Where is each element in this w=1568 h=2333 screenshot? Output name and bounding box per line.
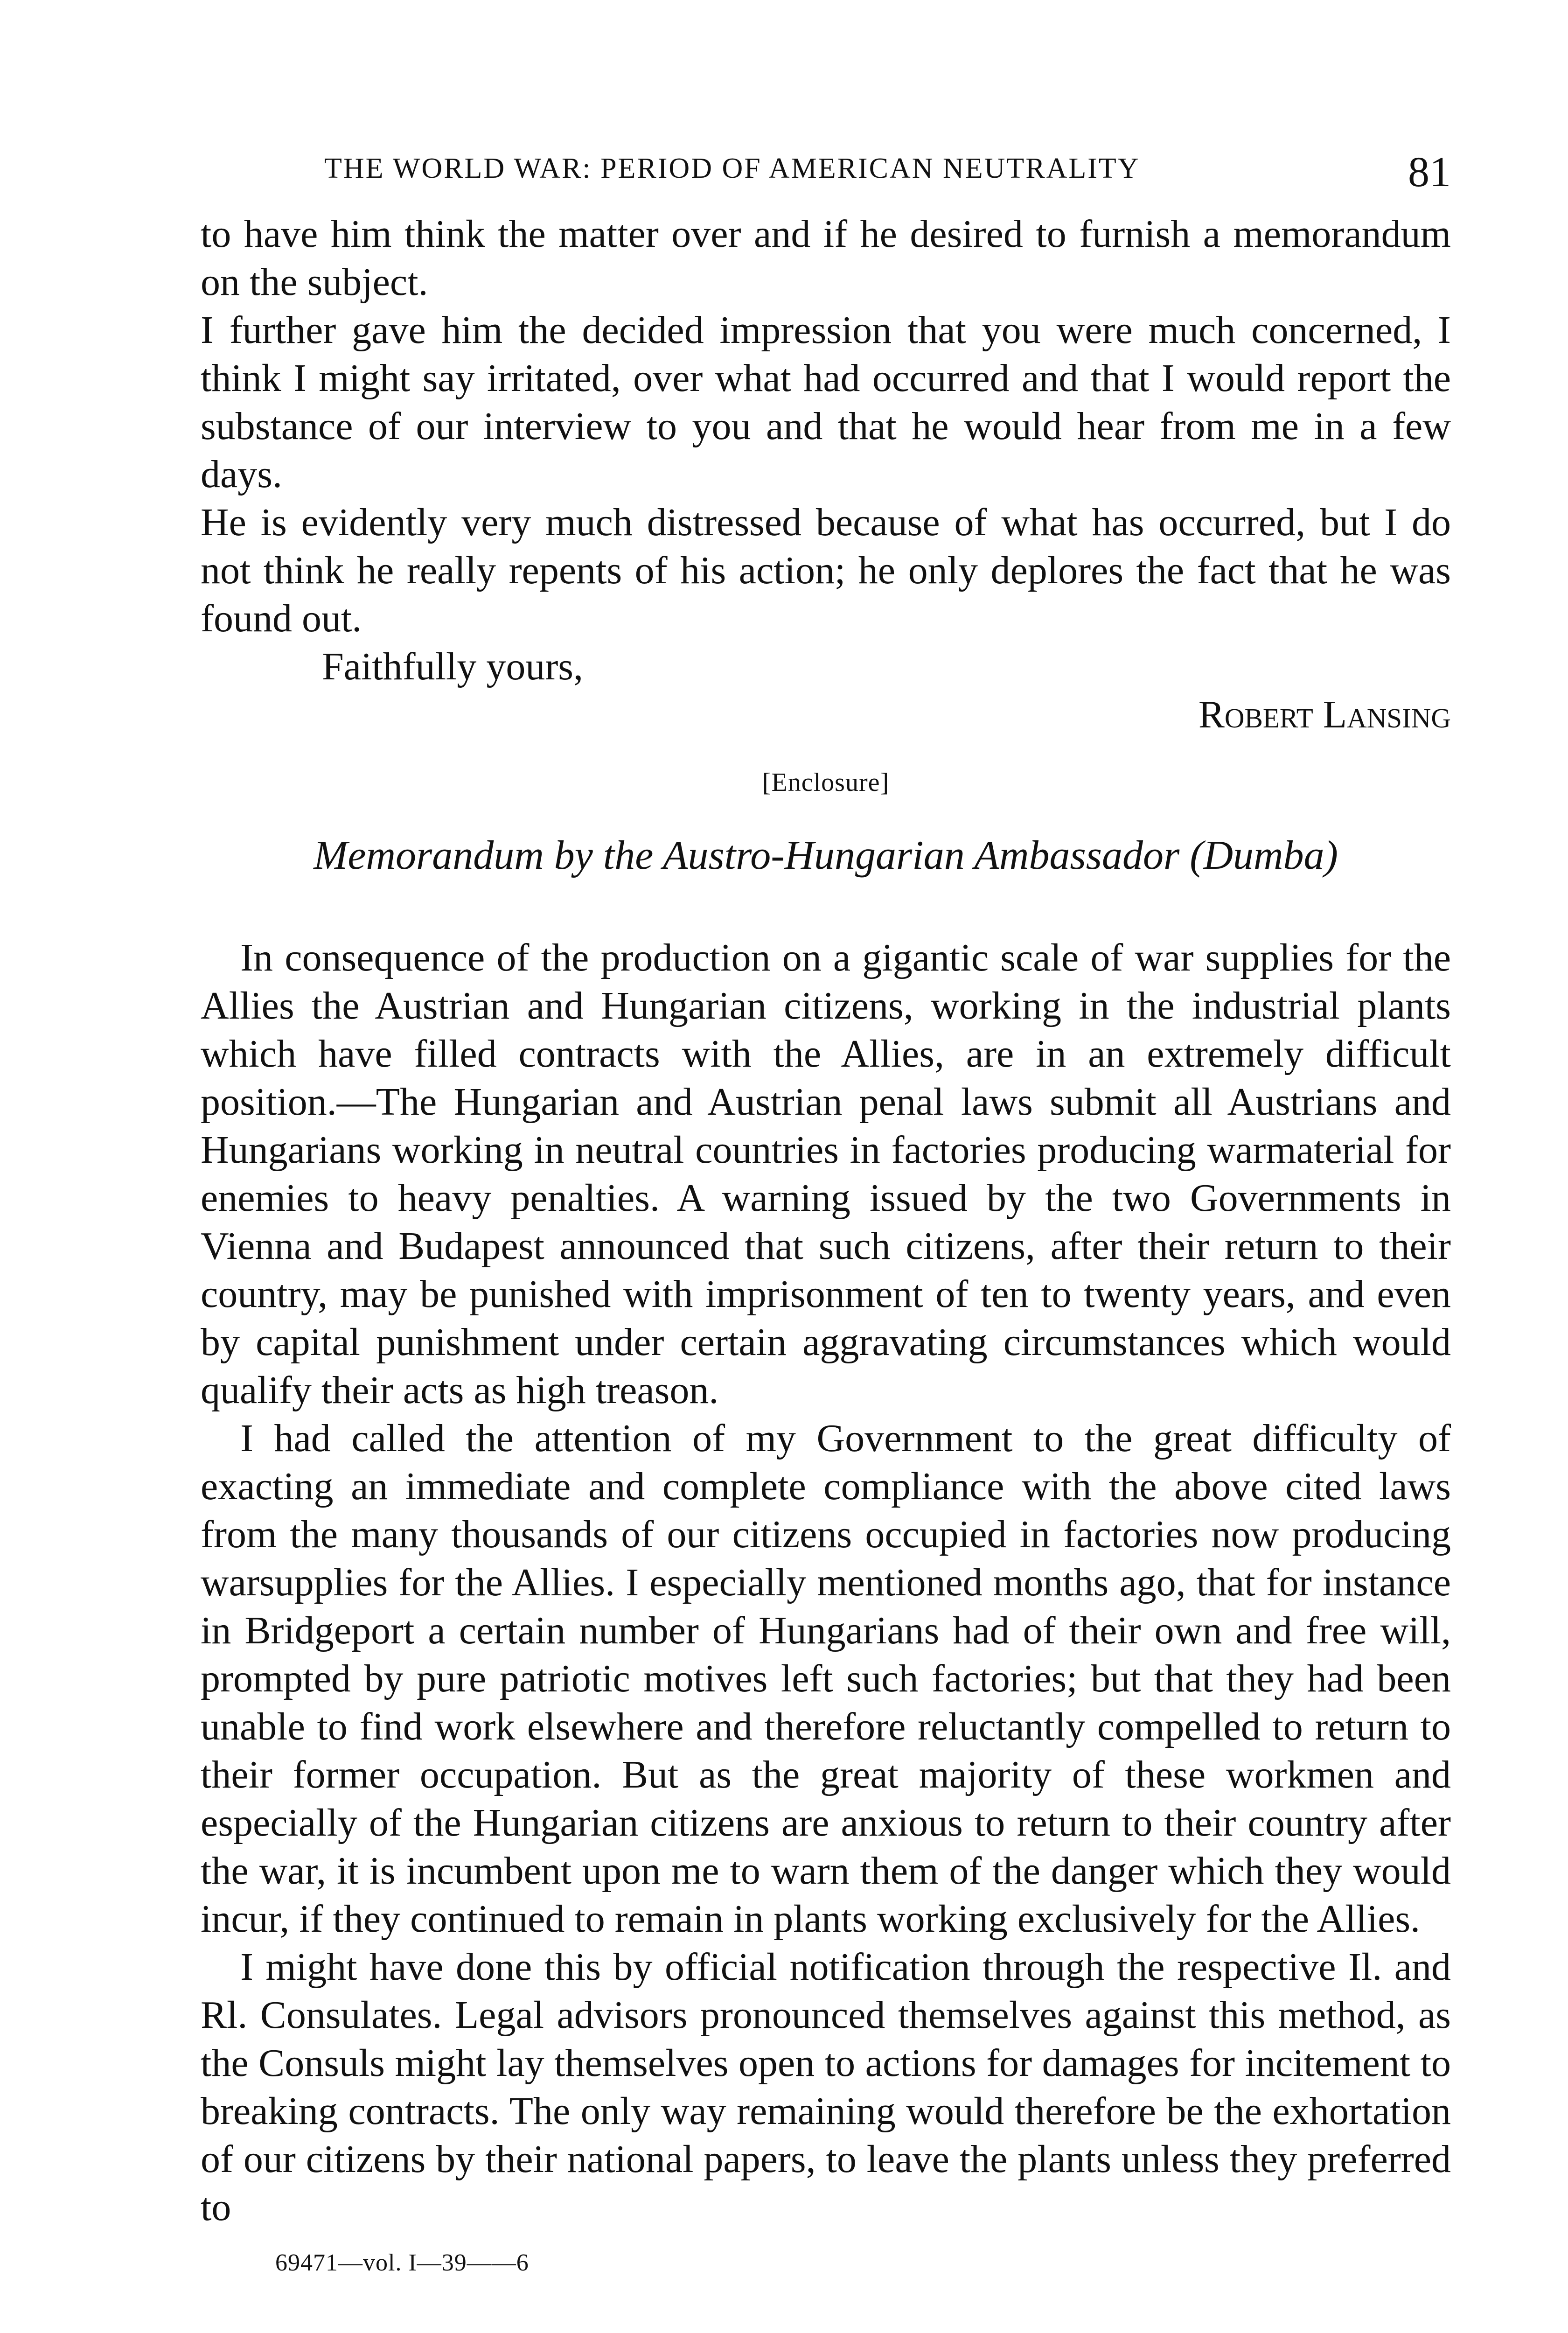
- enclosure-label: [Enclosure]: [762, 768, 890, 797]
- letter-paragraph-3: He is evidently very much distressed because of what has occurred, but I do not think he really repents of his action; he only deplores the fact that he was found out.: [201, 501, 1451, 640]
- page-number: 81: [1408, 148, 1451, 196]
- running-title: THE WORLD WAR: PERIOD OF AMERICAN NEUTRALITY: [324, 153, 1140, 184]
- signature-block: [201, 643, 1451, 739]
- signature: Robert Lansing: [1198, 693, 1451, 736]
- letter-paragraph-2: I further gave him the decided impression that you were much concerned, I think I might say irritated, over what had occurred and that I would report the substance of our interview to you and that he would hear from me in a few days.: [201, 308, 1451, 496]
- memorandum-paragraph-1: In consequence of the production on a gigantic scale of war supplies for the Allies the Austrian and Hungarian citizens, working in the industrial plants which have filled contracts with the Allies, are in an extremely difficult position.—The Hungarian and Austrian penal laws submit all Austrians and Hungarians working in neutral countries in factories producing warmaterial for enemies to heavy penalties. A warning issued by the two Governments in Vienna and Budapest announced that such citizens, after their return to their country, may be punished with imprisonment of ten to twenty years, and even by capital punishment under certain aggravating circumstances which would qualify their acts as high treason.: [201, 936, 1451, 1412]
- memorandum-body: [201, 934, 1451, 2231]
- closing: Faithfully yours,: [322, 645, 583, 688]
- memorandum-title: Memorandum by the Austro-Hungarian Ambassador (Dumba): [314, 833, 1338, 878]
- running-header: [201, 148, 1451, 210]
- memorandum-paragraph-2: I had called the attention of my Government to the great difficulty of exacting an immediate and complete compliance with the above cited laws from the many thousands of our citizens occupied in factories now producing warsupplies for the Allies. I especially mentioned months ago, that for instance in Bridgeport a certain number of Hungarians had of their own and free will, prompted by pure patriotic motives left such factories; but that they had been unable to find work elsewhere and therefore reluctantly compelled to return to their former occupation. But as the great majority of these workmen and especially of the Hungarian citizens are anxious to return to their country after the war, it is incumbent upon me to warn them of the danger which they would incur, if they continued to remain in plants working exclusively for the Allies.: [201, 1417, 1451, 1941]
- letter-text: [201, 210, 1451, 643]
- letter-paragraph-1: to have him think the matter over and if he desired to furnish a memorandum on the subject.: [201, 212, 1451, 304]
- memorandum-paragraph-3: I might have done this by official notification through the respective Il. and Rl. Consulates. Legal advisors pronounced themselves against this method, as the Consuls might lay themselves open to actions for damages for incitement to breaking contracts. The only way remaining would therefore be the exhortation of our citizens by their national papers, to leave the plants unless they preferred to: [201, 1945, 1451, 2229]
- document-page: [201, 148, 1451, 2276]
- footer-signature-mark: 69471—vol. I—39——6: [275, 2249, 529, 2276]
